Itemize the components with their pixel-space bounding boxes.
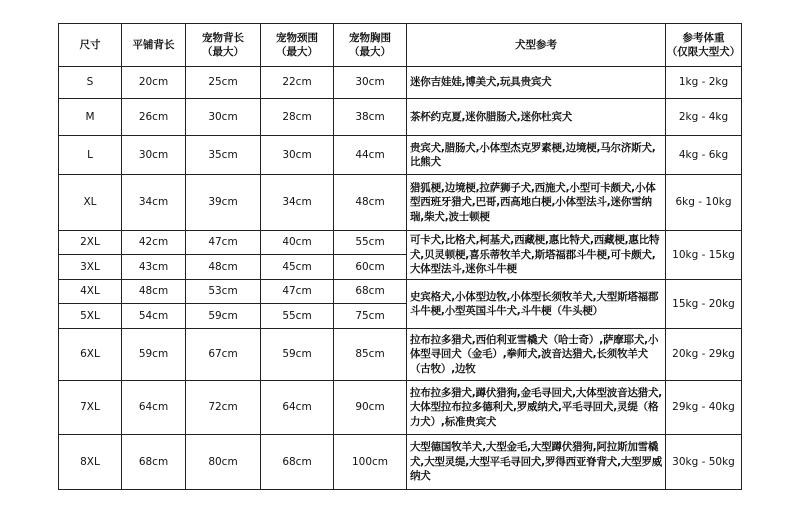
cell-chest: 55cm: [334, 231, 407, 255]
cell-size: 6XL: [59, 329, 122, 381]
table-row: [59, 67, 742, 99]
cell-weight: 20kg - 29kg: [666, 329, 742, 381]
table-row: [59, 435, 742, 490]
header-size: 尺寸: [59, 24, 122, 67]
cell-neck: 45cm: [261, 255, 334, 280]
cell-length: 59cm: [122, 329, 186, 381]
cell-back: 59cm: [186, 304, 261, 329]
table-row: [59, 136, 742, 175]
cell-chest: 100cm: [334, 435, 407, 490]
cell-weight: 29kg - 40kg: [666, 381, 742, 435]
header-neck: 宠物颈围 （最大）: [261, 24, 334, 67]
cell-size: 4XL: [59, 280, 122, 304]
cell-length: 43cm: [122, 255, 186, 280]
cell-neck: 47cm: [261, 280, 334, 304]
cell-size: 8XL: [59, 435, 122, 490]
cell-neck: 22cm: [261, 67, 334, 99]
cell-neck: 28cm: [261, 99, 334, 136]
cell-back: 48cm: [186, 255, 261, 280]
table-row: [59, 381, 742, 435]
header-row: [59, 24, 742, 67]
cell-weight: 10kg - 15kg: [666, 231, 742, 280]
cell-chest: 68cm: [334, 280, 407, 304]
cell-chest: 60cm: [334, 255, 407, 280]
header-weight: 参考体重 （仅限大型犬）: [666, 24, 742, 67]
cell-breed: 拉布拉多猎犬,蹲伏猎狗,金毛寻回犬,大体型波音达猎犬,大体型拉布拉多德利犬,罗威纳犬,平毛寻回犬,灵缇（格力犬）,标准贵宾犬: [407, 381, 666, 435]
cell-back: 25cm: [186, 67, 261, 99]
cell-size: XL: [59, 175, 122, 231]
cell-size: S: [59, 67, 122, 99]
cell-weight: 2kg - 4kg: [666, 99, 742, 136]
cell-back: 80cm: [186, 435, 261, 490]
cell-size: 2XL: [59, 231, 122, 255]
cell-chest: 30cm: [334, 67, 407, 99]
cell-weight: 15kg - 20kg: [666, 280, 742, 329]
cell-length: 34cm: [122, 175, 186, 231]
cell-back: 47cm: [186, 231, 261, 255]
cell-length: 30cm: [122, 136, 186, 175]
cell-breed: 贵宾犬,腊肠犬,小体型杰克罗素梗,边境梗,马尔济斯犬,比熊犬: [407, 136, 666, 175]
cell-length: 48cm: [122, 280, 186, 304]
cell-length: 42cm: [122, 231, 186, 255]
cell-breed: 史宾格犬,小体型边牧,小体型长须牧羊犬,大型斯塔福郡斗牛梗,小型英国斗牛犬,斗牛梗（牛头梗）: [407, 280, 666, 329]
cell-neck: 59cm: [261, 329, 334, 381]
cell-chest: 48cm: [334, 175, 407, 231]
table-row: [59, 175, 742, 231]
cell-length: 54cm: [122, 304, 186, 329]
cell-neck: 68cm: [261, 435, 334, 490]
cell-breed: 拉布拉多猎犬,西伯利亚雪橇犬（哈士奇）,萨摩耶犬,小体型寻回犬（金毛）,拳师犬,波音达猎犬,长须牧羊犬（古牧）,边牧: [407, 329, 666, 381]
header-chest: 宠物胸围 （最大）: [334, 24, 407, 67]
cell-back: 39cm: [186, 175, 261, 231]
cell-back: 72cm: [186, 381, 261, 435]
cell-chest: 85cm: [334, 329, 407, 381]
table-row: [59, 99, 742, 136]
cell-length: 26cm: [122, 99, 186, 136]
cell-chest: 90cm: [334, 381, 407, 435]
cell-size: 3XL: [59, 255, 122, 280]
cell-back: 67cm: [186, 329, 261, 381]
header-back: 宠物背长 （最大）: [186, 24, 261, 67]
cell-neck: 34cm: [261, 175, 334, 231]
cell-size: L: [59, 136, 122, 175]
header-breed: 犬型参考: [407, 24, 666, 67]
cell-weight: 4kg - 6kg: [666, 136, 742, 175]
cell-chest: 38cm: [334, 99, 407, 136]
cell-breed: 茶杯约克夏,迷你腊肠犬,迷你杜宾犬: [407, 99, 666, 136]
cell-length: 20cm: [122, 67, 186, 99]
cell-chest: 44cm: [334, 136, 407, 175]
cell-weight: 30kg - 50kg: [666, 435, 742, 490]
header-length: 平铺背长: [122, 24, 186, 67]
cell-back: 53cm: [186, 280, 261, 304]
cell-back: 30cm: [186, 99, 261, 136]
cell-length: 68cm: [122, 435, 186, 490]
cell-back: 35cm: [186, 136, 261, 175]
cell-neck: 55cm: [261, 304, 334, 329]
cell-size: 5XL: [59, 304, 122, 329]
cell-weight: 6kg - 10kg: [666, 175, 742, 231]
table-row: [59, 280, 742, 304]
cell-breed: 迷你吉娃娃,博美犬,玩具贵宾犬: [407, 67, 666, 99]
cell-breed: 大型德国牧羊犬,大型金毛,大型蹲伏猎狗,阿拉斯加雪橇犬,大型灵缇,大型平毛寻回犬,罗得西亚脊背犬,大型罗威纳犬: [407, 435, 666, 490]
cell-weight: 1kg - 2kg: [666, 67, 742, 99]
cell-neck: 30cm: [261, 136, 334, 175]
cell-breed: 猎狐梗,边境梗,拉萨狮子犬,西施犬,小型可卡颇犬,小体型西班牙猎犬,巴哥,西高地白梗,小体型法斗,迷你雪纳瑞,柴犬,波士顿梗: [407, 175, 666, 231]
cell-chest: 75cm: [334, 304, 407, 329]
table-row: [59, 329, 742, 381]
cell-length: 64cm: [122, 381, 186, 435]
cell-breed: 可卡犬,比格犬,柯基犬,西藏梗,惠比特犬,西藏梗,惠比特犬,贝灵顿梗,喜乐蒂牧羊犬,斯塔福郡斗牛梗,可卡颇犬,大体型法斗,迷你斗牛梗: [407, 231, 666, 280]
size-chart-table: [58, 23, 742, 490]
cell-neck: 64cm: [261, 381, 334, 435]
cell-size: M: [59, 99, 122, 136]
cell-size: 7XL: [59, 381, 122, 435]
table-row: [59, 231, 742, 255]
cell-neck: 40cm: [261, 231, 334, 255]
